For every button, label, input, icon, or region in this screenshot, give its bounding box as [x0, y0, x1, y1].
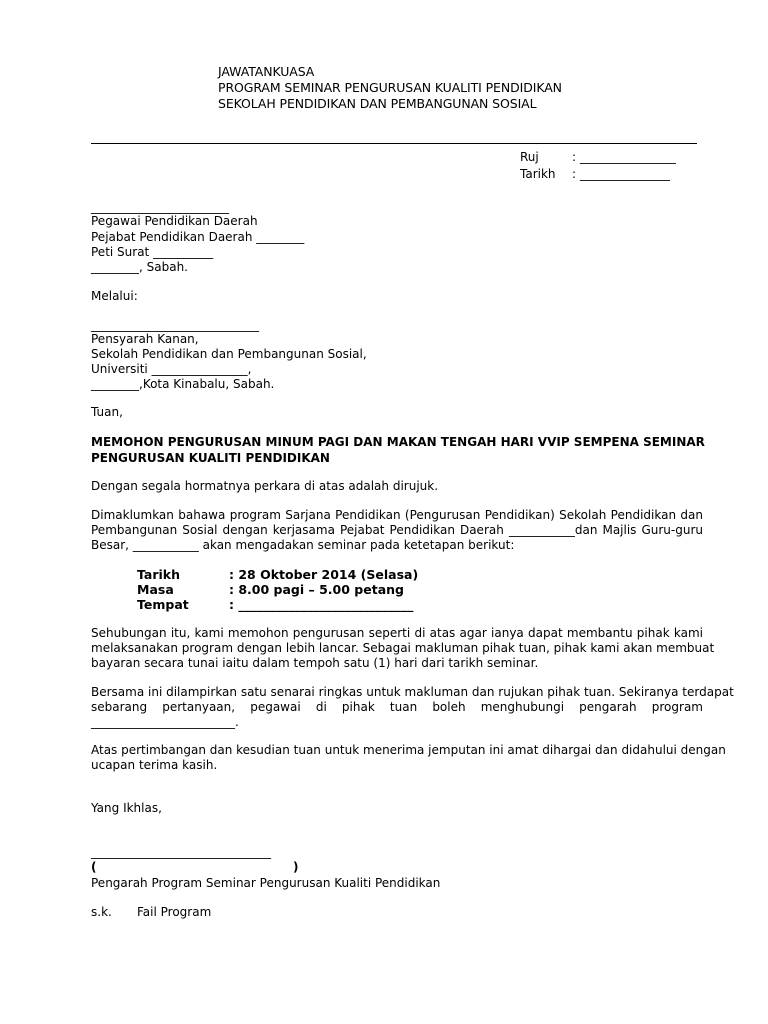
detail-masa — [137, 582, 404, 597]
subject-heading — [91, 434, 703, 466]
signature-line: ______________________________ — [91, 845, 271, 859]
paragraph-5-line1: Atas pertimbangan dan kesudian tuan untuk menerima jemputan ini amat dihargai dan didahului dengan — [91, 743, 726, 757]
detail-masa-value: : 8.00 pagi – 5.00 petang — [229, 582, 404, 597]
header-divider — [91, 143, 697, 144]
paragraph-2-line2: Pembangunan Sosial dengan kerjasama Pejabat Pendidikan Daerah ___________dan Majlis Guru-guru — [91, 523, 703, 537]
via-line1: Pensyarah Kanan, — [91, 332, 199, 346]
closing-yang-ikhlas: Yang Ikhlas, — [91, 801, 162, 815]
recipient-line4: ________, Sabah. — [91, 260, 188, 274]
paragraph-2-line1: Dimaklumkan bahawa program Sarjana Pendidikan (Pengurusan Pendidikan) Sekolah Pendidikan dan — [91, 508, 703, 522]
body-paragraph-2 — [91, 508, 703, 553]
paragraph-2-line3: Besar, ___________ akan mengadakan seminar pada ketetapan berikut: — [91, 538, 515, 552]
body-paragraph-5 — [91, 743, 726, 773]
recipient-blank: _______________________ — [91, 200, 229, 214]
signature-paren-close: ) — [293, 860, 299, 874]
recipient-line1: Pegawai Pendidikan Daerah — [91, 214, 258, 228]
detail-tempat — [137, 597, 413, 612]
paragraph-3-line3: bayaran secara tunai iaitu dalam tempoh satu (1) hari dari tarikh seminar. — [91, 656, 539, 670]
paragraph-4-line1: Bersama ini dilampirkan satu senarai ringkas untuk makluman dan rujukan pihak tuan. Sekiranya terdapat — [91, 685, 734, 699]
cc-label: s.k. — [91, 905, 112, 919]
subject-line2: PENGURUSAN KUALITI PENDIDIKAN — [91, 451, 330, 465]
detail-masa-label: Masa — [137, 582, 174, 597]
recipient-line3: Peti Surat __________ — [91, 245, 214, 259]
detail-tarikh-value: : 28 Oktober 2014 (Selasa) — [229, 567, 419, 582]
ruj-value: : ________________ — [572, 150, 676, 164]
via-line2: Sekolah Pendidikan dan Pembangunan Sosial, — [91, 347, 367, 361]
tarikh-label: Tarikh — [520, 167, 556, 181]
via-line3: Universiti ________________, — [91, 362, 252, 376]
detail-tempat-label: Tempat — [137, 597, 189, 612]
cc-value: Fail Program — [137, 905, 212, 919]
signatory-title: Pengarah Program Seminar Pengurusan Kualiti Pendidikan — [91, 876, 441, 890]
via-line4: ________,Kota Kinabalu, Sabah. — [91, 377, 275, 391]
salutation: Tuan, — [91, 405, 123, 419]
body-paragraph-1: Dengan segala hormatnya perkara di atas adalah dirujuk. — [91, 479, 439, 493]
paragraph-3-line2: melaksanakan program dengan lebih lancar. Sebagai makluman pihak tuan, pihak kami akan membuat — [91, 641, 715, 655]
detail-tarikh — [137, 567, 418, 582]
paragraph-3-line1: Sehubungan itu, kami memohon pengurusan seperti di atas agar ianya dapat membantu pihak kami — [91, 626, 703, 640]
subject-line1: MEMOHON PENGURUSAN MINUM PAGI DAN MAKAN TENGAH HARI VVIP SEMPENA SEMINAR — [91, 435, 705, 449]
via-label: Melalui: — [91, 289, 138, 303]
body-paragraph-3 — [91, 626, 715, 671]
ruj-label: Ruj — [520, 150, 539, 164]
detail-tempat-value: : ____________________________ — [229, 597, 414, 612]
paragraph-4-line2: sebarang pertanyaan, pegawai di pihak tuan boleh menghubungi pengarah program — [91, 700, 703, 714]
body-paragraph-4 — [91, 685, 734, 730]
recipient-line2: Pejabat Pendidikan Daerah ________ — [91, 230, 305, 244]
header-committee: JAWATANKUASA — [218, 64, 315, 79]
signature-paren-open: ( — [91, 860, 97, 874]
header-program: PROGRAM SEMINAR PENGURUSAN KUALITI PENDIDIKAN — [218, 80, 562, 95]
via-blank: ____________________________ — [91, 318, 259, 332]
paragraph-5-line2: ucapan terima kasih. — [91, 758, 218, 772]
paragraph-4-line3: ________________________. — [91, 715, 239, 729]
detail-tarikh-label: Tarikh — [137, 567, 181, 582]
tarikh-value: : _______________ — [572, 167, 670, 181]
header-school: SEKOLAH PENDIDIKAN DAN PEMBANGUNAN SOSIAL — [218, 96, 537, 111]
